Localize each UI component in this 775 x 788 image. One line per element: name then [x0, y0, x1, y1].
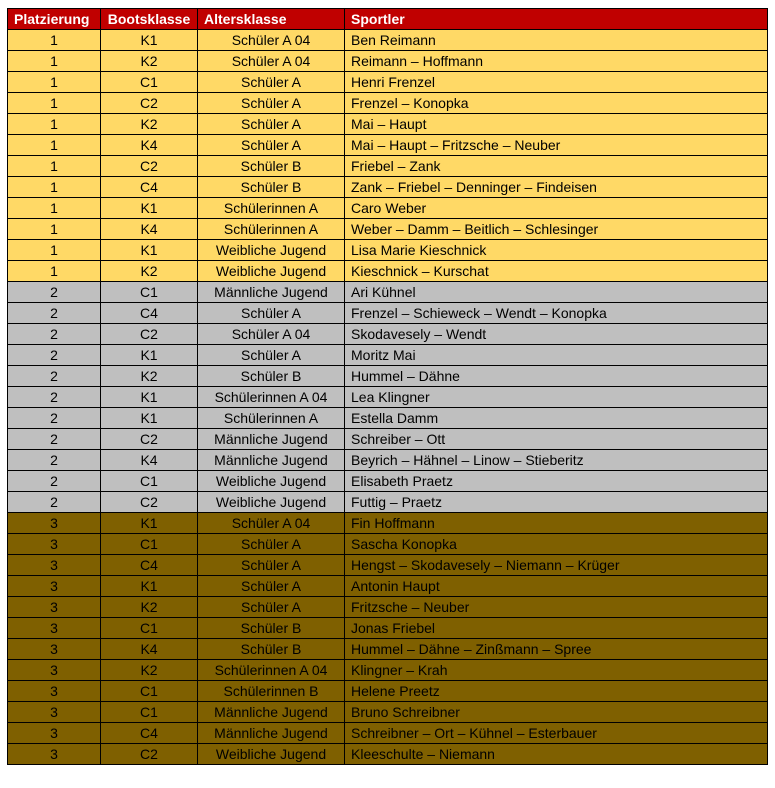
table-row [8, 345, 768, 366]
table-row [8, 156, 768, 177]
table-row [8, 744, 768, 765]
cell-altersklasse: Schüler A 04 [198, 324, 345, 345]
cell-sportler: Caro Weber [345, 198, 768, 219]
table-row [8, 660, 768, 681]
cell-bootsklasse: C1 [101, 282, 198, 303]
cell-sportler: Antonin Haupt [345, 576, 768, 597]
cell-altersklasse: Schüler A 04 [198, 30, 345, 51]
cell-platzierung: 2 [8, 387, 101, 408]
cell-bootsklasse: C1 [101, 534, 198, 555]
column-header-platzierung: Platzierung [8, 9, 101, 30]
cell-platzierung: 1 [8, 72, 101, 93]
table-row [8, 513, 768, 534]
cell-sportler: Schreibner – Ort – Kühnel – Esterbauer [345, 723, 768, 744]
cell-altersklasse: Schüler B [198, 177, 345, 198]
cell-platzierung: 1 [8, 198, 101, 219]
cell-platzierung: 2 [8, 429, 101, 450]
table-row [8, 219, 768, 240]
cell-bootsklasse: C2 [101, 429, 198, 450]
cell-sportler: Frenzel – Schieweck – Wendt – Konopka [345, 303, 768, 324]
cell-bootsklasse: C1 [101, 72, 198, 93]
cell-altersklasse: Schülerinnen A [198, 198, 345, 219]
cell-bootsklasse: K1 [101, 30, 198, 51]
table-row [8, 576, 768, 597]
cell-platzierung: 3 [8, 534, 101, 555]
cell-bootsklasse: K4 [101, 135, 198, 156]
cell-altersklasse: Schüler A 04 [198, 513, 345, 534]
cell-bootsklasse: C1 [101, 702, 198, 723]
cell-altersklasse: Weibliche Jugend [198, 492, 345, 513]
cell-platzierung: 1 [8, 114, 101, 135]
cell-altersklasse: Schüler A [198, 345, 345, 366]
table-row [8, 324, 768, 345]
cell-bootsklasse: K2 [101, 597, 198, 618]
cell-sportler: Moritz Mai [345, 345, 768, 366]
cell-sportler: Mai – Haupt – Fritzsche – Neuber [345, 135, 768, 156]
cell-altersklasse: Weibliche Jugend [198, 744, 345, 765]
cell-altersklasse: Männliche Jugend [198, 450, 345, 471]
cell-platzierung: 1 [8, 177, 101, 198]
cell-bootsklasse: K1 [101, 387, 198, 408]
cell-altersklasse: Schülerinnen A [198, 408, 345, 429]
cell-sportler: Klingner – Krah [345, 660, 768, 681]
cell-altersklasse: Schüler A [198, 576, 345, 597]
cell-bootsklasse: C4 [101, 177, 198, 198]
cell-sportler: Futtig – Praetz [345, 492, 768, 513]
table-row [8, 534, 768, 555]
cell-platzierung: 2 [8, 303, 101, 324]
cell-sportler: Henri Frenzel [345, 72, 768, 93]
cell-altersklasse: Schülerinnen B [198, 681, 345, 702]
cell-bootsklasse: K4 [101, 219, 198, 240]
table-row [8, 492, 768, 513]
table-row [8, 93, 768, 114]
cell-sportler: Estella Damm [345, 408, 768, 429]
cell-altersklasse: Schüler A [198, 555, 345, 576]
cell-bootsklasse: K2 [101, 366, 198, 387]
table-row [8, 198, 768, 219]
table-row [8, 72, 768, 93]
table-row [8, 429, 768, 450]
table-row [8, 240, 768, 261]
cell-altersklasse: Schüler A [198, 93, 345, 114]
cell-platzierung: 2 [8, 366, 101, 387]
table-body [8, 30, 768, 765]
cell-platzierung: 3 [8, 639, 101, 660]
table-row [8, 114, 768, 135]
table-row [8, 681, 768, 702]
cell-sportler: Friebel – Zank [345, 156, 768, 177]
cell-bootsklasse: K1 [101, 345, 198, 366]
cell-bootsklasse: K1 [101, 576, 198, 597]
cell-platzierung: 3 [8, 576, 101, 597]
table-row [8, 303, 768, 324]
cell-altersklasse: Schüler A [198, 534, 345, 555]
cell-bootsklasse: C1 [101, 681, 198, 702]
cell-bootsklasse: K2 [101, 51, 198, 72]
cell-altersklasse: Schülerinnen A 04 [198, 660, 345, 681]
table-row [8, 261, 768, 282]
cell-sportler: Skodavesely – Wendt [345, 324, 768, 345]
cell-bootsklasse: C2 [101, 93, 198, 114]
table-row [8, 387, 768, 408]
cell-bootsklasse: K4 [101, 450, 198, 471]
cell-platzierung: 2 [8, 282, 101, 303]
cell-bootsklasse: K4 [101, 639, 198, 660]
cell-sportler: Frenzel – Konopka [345, 93, 768, 114]
cell-sportler: Lea Klingner [345, 387, 768, 408]
table-row [8, 597, 768, 618]
cell-sportler: Hummel – Dähne [345, 366, 768, 387]
cell-sportler: Beyrich – Hähnel – Linow – Stieberitz [345, 450, 768, 471]
cell-platzierung: 3 [8, 597, 101, 618]
cell-sportler: Fin Hoffmann [345, 513, 768, 534]
cell-bootsklasse: K1 [101, 198, 198, 219]
cell-bootsklasse: C2 [101, 744, 198, 765]
cell-platzierung: 1 [8, 51, 101, 72]
cell-bootsklasse: C2 [101, 492, 198, 513]
table-row [8, 639, 768, 660]
cell-platzierung: 3 [8, 744, 101, 765]
cell-altersklasse: Schüler B [198, 618, 345, 639]
table-row [8, 135, 768, 156]
cell-altersklasse: Männliche Jugend [198, 702, 345, 723]
cell-platzierung: 2 [8, 324, 101, 345]
cell-sportler: Zank – Friebel – Denninger – Findeisen [345, 177, 768, 198]
cell-sportler: Weber – Damm – Beitlich – Schlesinger [345, 219, 768, 240]
cell-altersklasse: Schüler B [198, 156, 345, 177]
cell-altersklasse: Schüler A 04 [198, 51, 345, 72]
cell-altersklasse: Männliche Jugend [198, 429, 345, 450]
cell-bootsklasse: C4 [101, 555, 198, 576]
cell-altersklasse: Weibliche Jugend [198, 261, 345, 282]
cell-sportler: Elisabeth Praetz [345, 471, 768, 492]
cell-platzierung: 1 [8, 135, 101, 156]
cell-sportler: Kleeschulte – Niemann [345, 744, 768, 765]
table-row [8, 555, 768, 576]
cell-platzierung: 2 [8, 345, 101, 366]
column-header-altersklasse: Altersklasse [198, 9, 345, 30]
cell-sportler: Reimann – Hoffmann [345, 51, 768, 72]
cell-platzierung: 1 [8, 261, 101, 282]
table-row [8, 618, 768, 639]
cell-platzierung: 3 [8, 618, 101, 639]
table-row [8, 408, 768, 429]
cell-platzierung: 3 [8, 723, 101, 744]
cell-altersklasse: Schülerinnen A [198, 219, 345, 240]
cell-bootsklasse: K1 [101, 240, 198, 261]
table-row [8, 282, 768, 303]
cell-platzierung: 3 [8, 555, 101, 576]
results-table-wrapper [7, 8, 768, 765]
cell-platzierung: 1 [8, 240, 101, 261]
cell-bootsklasse: K1 [101, 513, 198, 534]
cell-bootsklasse: C4 [101, 723, 198, 744]
cell-altersklasse: Schüler B [198, 366, 345, 387]
cell-sportler: Bruno Schreibner [345, 702, 768, 723]
cell-altersklasse: Schüler A [198, 303, 345, 324]
cell-platzierung: 2 [8, 471, 101, 492]
cell-altersklasse: Schüler A [198, 597, 345, 618]
cell-bootsklasse: K2 [101, 114, 198, 135]
cell-sportler: Mai – Haupt [345, 114, 768, 135]
cell-altersklasse: Männliche Jugend [198, 723, 345, 744]
cell-platzierung: 1 [8, 30, 101, 51]
cell-altersklasse: Schülerinnen A 04 [198, 387, 345, 408]
table-row [8, 366, 768, 387]
cell-altersklasse: Schüler B [198, 639, 345, 660]
cell-altersklasse: Männliche Jugend [198, 282, 345, 303]
cell-bootsklasse: C2 [101, 324, 198, 345]
cell-bootsklasse: K2 [101, 261, 198, 282]
cell-platzierung: 1 [8, 93, 101, 114]
cell-altersklasse: Weibliche Jugend [198, 240, 345, 261]
cell-platzierung: 1 [8, 156, 101, 177]
header-row [8, 9, 768, 30]
table-row [8, 471, 768, 492]
table-row [8, 30, 768, 51]
cell-platzierung: 3 [8, 702, 101, 723]
cell-sportler: Ari Kühnel [345, 282, 768, 303]
cell-sportler: Helene Preetz [345, 681, 768, 702]
cell-sportler: Hummel – Dähne – Zinßmann – Spree [345, 639, 768, 660]
cell-bootsklasse: C1 [101, 618, 198, 639]
cell-bootsklasse: K1 [101, 408, 198, 429]
cell-sportler: Ben Reimann [345, 30, 768, 51]
cell-platzierung: 2 [8, 492, 101, 513]
cell-bootsklasse: C1 [101, 471, 198, 492]
cell-platzierung: 3 [8, 681, 101, 702]
table-row [8, 177, 768, 198]
cell-sportler: Schreiber – Ott [345, 429, 768, 450]
cell-platzierung: 2 [8, 450, 101, 471]
cell-platzierung: 3 [8, 513, 101, 534]
table-row [8, 51, 768, 72]
cell-platzierung: 2 [8, 408, 101, 429]
cell-bootsklasse: C4 [101, 303, 198, 324]
cell-sportler: Fritzsche – Neuber [345, 597, 768, 618]
cell-altersklasse: Schüler A [198, 135, 345, 156]
cell-altersklasse: Weibliche Jugend [198, 471, 345, 492]
table-row [8, 723, 768, 744]
table-row [8, 702, 768, 723]
column-header-bootsklasse: Bootsklasse [101, 9, 198, 30]
cell-altersklasse: Schüler A [198, 114, 345, 135]
cell-bootsklasse: C2 [101, 156, 198, 177]
column-header-sportler: Sportler [345, 9, 768, 30]
cell-bootsklasse: K2 [101, 660, 198, 681]
cell-altersklasse: Schüler A [198, 72, 345, 93]
table-header [8, 9, 768, 30]
cell-sportler: Kieschnick – Kurschat [345, 261, 768, 282]
cell-platzierung: 1 [8, 219, 101, 240]
cell-sportler: Sascha Konopka [345, 534, 768, 555]
results-table [7, 8, 768, 765]
cell-sportler: Jonas Friebel [345, 618, 768, 639]
cell-sportler: Hengst – Skodavesely – Niemann – Krüger [345, 555, 768, 576]
cell-sportler: Lisa Marie Kieschnick [345, 240, 768, 261]
cell-platzierung: 3 [8, 660, 101, 681]
table-row [8, 450, 768, 471]
